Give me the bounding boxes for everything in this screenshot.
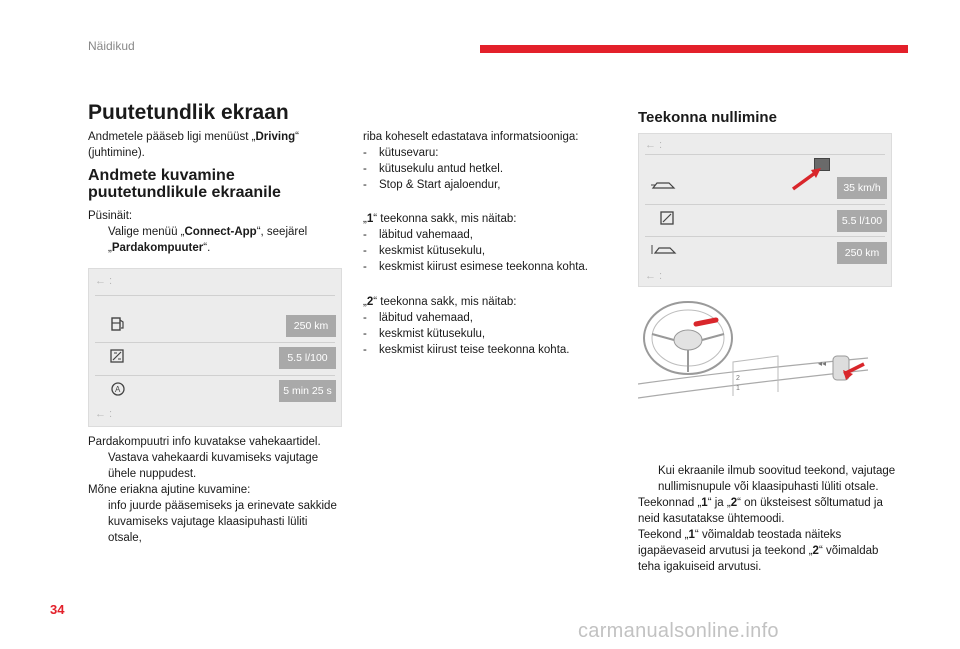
intro-paragraph: Andmetele pääseb ligi menüüst „Driving“ (juhtimine). xyxy=(88,131,299,159)
instant-info-text: riba koheselt edastatava informatsiooniga: - kütusevaru: - kütusekulu antud hetkel. - Stop & Start ajaloendur, xyxy=(363,131,579,191)
svg-text:1: 1 xyxy=(736,385,740,392)
distance-travelled-value: 250 km xyxy=(837,242,887,264)
select-menu-step: Valige menüü „Connect-App“, seejärel „Pardakompuuter“. xyxy=(108,226,308,254)
stop-start-icon xyxy=(109,381,127,397)
back-arrow-icon: ← : xyxy=(645,139,663,151)
svg-text:A: A xyxy=(115,385,121,394)
trip-computer-screen xyxy=(88,268,342,427)
average-speed-value: 35 km/h xyxy=(837,177,887,199)
fuel-consumption-value: 5.5 l/100 xyxy=(279,347,336,369)
pointer-arrow-icon xyxy=(789,168,823,192)
fuel-consumption-icon xyxy=(659,210,677,226)
car-speed-icon xyxy=(651,177,677,193)
trip-1-text: „1“ teekonna sakk, mis näitab: - läbitud vahemaad, - keskmist kütusekulu, - keskmist kiirust esimese teekonna kohta. xyxy=(363,213,589,273)
header-accent-bar xyxy=(480,45,908,53)
reset-section-title: Teekonna nullimine xyxy=(638,109,777,126)
svg-text:◂◂: ◂◂ xyxy=(818,359,827,368)
section-subtitle: Andmete kuvamine puutetundlikule ekraanile xyxy=(88,167,281,201)
reset-instructions: Kui ekraanile ilmub soovitud teekond, vajutage nullimisnupule või klaasipuhasti lüliti otsale. Teekonnad „1“ ja „2“ on üksteisest sõltumatud ja neid kasutatakse ühtemoodi. Teekond „1“ võimaldab teostada näiteks igapäevaseid arvutusi ja teekond „2“ võimaldab teha igakuiseid arvutusi. xyxy=(638,465,896,573)
page-number: 34 xyxy=(50,602,65,617)
tabs-explanation: Pardakompuutri info kuvatakse vahekaartidel. Vastava vahekaardi kuvamiseks vajutage ühele nuppudest. Mõne eriakna ajutine kuvamine: info juurde pääsemiseks ja erinevate sakkide kuvamiseks vajutage klaasipuhasti lüliti otsale, xyxy=(88,436,337,544)
fuel-consumption-icon xyxy=(109,348,127,364)
back-arrow-icon: ← : xyxy=(95,408,113,420)
back-arrow-icon: ← : xyxy=(645,270,663,282)
trip-reset-screen xyxy=(638,133,892,287)
stop-start-timer-value: 5 min 25 s xyxy=(279,380,336,402)
permanent-display-text xyxy=(88,208,343,256)
fuel-pump-icon xyxy=(109,316,127,332)
watermark: carmanualsonline.info xyxy=(578,620,779,642)
wiper-stalk-illustration xyxy=(638,300,890,408)
car-distance-icon xyxy=(651,242,677,258)
trip-2-text: „2“ teekonna sakk, mis näitab: - läbitud vahemaad, - keskmist kütusekulu, - keskmist kiirust teise teekonna kohta. xyxy=(363,296,570,356)
permanent-label: Püsinäit: xyxy=(88,210,133,222)
svg-text:2: 2 xyxy=(736,375,740,382)
back-arrow-icon: ← : xyxy=(95,275,113,287)
section-header: Näidikud xyxy=(88,39,135,53)
average-consumption-value: 5.5 l/100 xyxy=(837,210,887,232)
fuel-range-value: 250 km xyxy=(286,315,336,337)
page-title: Puutetundlik ekraan xyxy=(88,101,289,124)
